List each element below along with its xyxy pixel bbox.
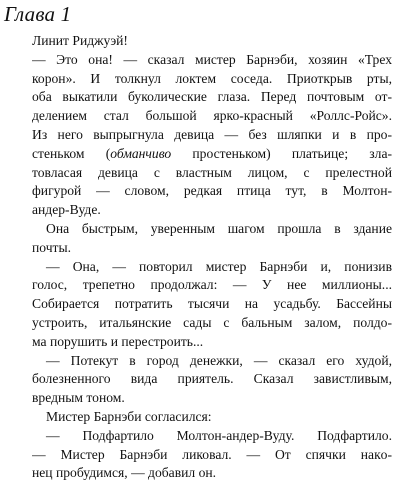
text-line: Из него выпрыгнула девица — без шляпки и в про- bbox=[32, 126, 392, 142]
text-line: корон». И толкнул локтем соседа. Приоткрыв рты, bbox=[32, 70, 392, 86]
body-text bbox=[32, 32, 392, 483]
text-line: Собирается потратить тысячи на усадьбу. Бассейны bbox=[32, 296, 392, 312]
text-line: оба выкатили буколические глаза. Перед почтовым от- bbox=[32, 89, 392, 105]
text-line: — Потекут в город денежки, — сказал его худой, bbox=[46, 352, 392, 368]
chapter-title: Глава 1 bbox=[4, 2, 72, 26]
text-line: почты. bbox=[32, 239, 72, 255]
text-line: нец пробудимся, — добавил он. bbox=[32, 465, 217, 481]
text-line: голос, трепетно продолжал: — У нее миллионы... bbox=[32, 277, 392, 293]
text-line: Мистер Барнэби согласился: bbox=[46, 408, 212, 424]
text-line: вредным тоном. bbox=[32, 390, 125, 406]
text-line: ма порушить и перестроить... bbox=[32, 333, 204, 349]
text-line: делением стал большой ярко-красный «Роллс-Ройс». bbox=[32, 108, 392, 124]
text-line: — Она, — повторил мистер Барнэби и, понизив bbox=[46, 258, 392, 274]
text-line: устроить, итальянские сады с бальным залом, полдо- bbox=[32, 314, 392, 330]
text-line: Линит Риджуэй! bbox=[32, 33, 128, 48]
text-line: болезненного вида приятель. Сказал завистливым, bbox=[32, 371, 392, 387]
text-line: стеньком (обманчиво простеньком) платьице; зла- bbox=[32, 145, 392, 161]
text-line: — Подфартило Молтон-андер-Вуду. Подфартило. bbox=[46, 427, 392, 443]
text-line: — Мистер Барнэби ликовал. — От спячки накo- bbox=[32, 446, 392, 462]
text-line: андер-Вуде. bbox=[32, 202, 101, 218]
text-line: товласая девица с властным лицом, с прелестной bbox=[32, 164, 392, 180]
text-line: Она быстрым, уверенным шагом прошла в здание bbox=[46, 220, 392, 236]
text-line: фигурой — словом, редкая птица тут, в Молтон- bbox=[32, 183, 392, 199]
text-line: — Это она! — сказал мистер Барнэби, хозяин «Трех bbox=[32, 51, 392, 67]
